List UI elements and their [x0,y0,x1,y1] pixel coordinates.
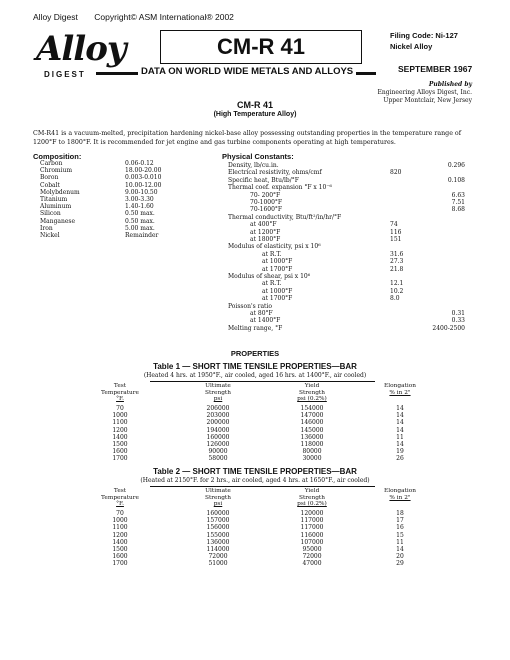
table-cell: 14 [396,426,404,434]
physical-property-label: at 1000°F [262,287,293,295]
table-cell: 1200 [112,531,128,539]
table-cell: 18 [396,510,404,517]
table-cell: 14 [396,419,404,427]
physical-property-label: at 1700°F [262,265,293,273]
alloy-category: Nickel Alloy [390,42,433,51]
element-percent: 0.50 max. [125,210,155,218]
intro-paragraph: CM-R41 is a vacuum-melted, precipitation hardening nickel-base alloy possessing outstanding properties in the temperature range of 1200°F to 1800°F. It is recommended for jet engine and gas turbine components operating at high temperatures. [33,130,462,146]
table-cell: 47000 [302,560,322,568]
table-cell: 114000 [206,546,230,553]
table-cell: 16 [396,524,404,532]
table-cell: 72000 [208,553,228,561]
element-name: Titanium [40,196,68,204]
element-percent: Remainder [125,232,159,240]
element-percent: 5.00 max. [125,224,155,232]
table-cell: 147000 [300,412,324,420]
physical-property-label: at 80°F [250,310,273,317]
column-header-line: psi [213,396,223,402]
table-cell: 26 [396,455,404,463]
element-name: Boron [40,174,59,182]
table-cell: 29 [396,560,404,568]
column-header-line: Yield [304,383,320,389]
physical-property-label: Thermal coef. expansion °F x 10⁻⁶ [228,184,332,192]
table-cell: 1400 [112,433,128,441]
column-header [80,488,160,508]
physical-property-label: Melting range, °F [228,324,283,332]
composition-row [40,232,161,239]
table-cell: 126000 [206,441,230,448]
table-cell: 1100 [112,524,128,532]
table-cell: 203000 [206,412,230,420]
published-by: Published by [428,81,472,88]
element-name: Cobalt [40,181,60,189]
publisher-name: Engineering Alloys Digest, Inc. [377,89,472,96]
table-cell: 58000 [208,455,228,463]
composition-row [40,167,161,174]
element-name: Silicon [40,210,61,218]
filing-info [390,30,458,52]
column-header-line: Temperature [101,494,139,501]
column-header [360,383,440,396]
table-cell: 157000 [206,517,230,525]
table1-title: Table 1 — SHORT TIME TENSILE PROPERTIES—BAR [153,362,357,371]
physical-property-label: 70- 200°F [250,191,281,199]
physical-property-value: 7.51 [451,199,465,206]
column-header [178,383,258,403]
designation: CM-R 41 [216,34,305,59]
physical-property-value: 0.296 [447,162,465,169]
table-cell: 1400 [112,538,128,546]
element-percent: 9.00-10.50 [125,188,158,196]
table-cell: 107000 [300,538,324,546]
table-cell: 1600 [112,448,128,456]
table-cell: 14 [396,441,404,448]
table-cell: 160000 [206,510,230,517]
column-header [178,488,258,508]
element-name: Manganese [40,217,76,225]
table-cell: 117000 [300,517,324,525]
table-cell: 1500 [112,441,128,448]
physical-property-label: Density, lb/cu.in. [228,162,279,169]
issue-date: SEPTEMBER 1967 [398,64,473,74]
physical-property-value: 0.108 [447,176,465,184]
composition-row [40,225,161,232]
source-label: Alloy Digest [33,12,78,22]
table-cell: 136000 [206,538,230,546]
column-header-line: Ultimate [205,488,231,494]
column-header-line: % in 2" [389,389,411,396]
physical-property-value: 151 [390,236,402,243]
element-name: Carbon [40,160,63,167]
composition-row [40,160,161,167]
table-cell: 136000 [300,433,324,441]
publisher-location: Upper Montclair, New Jersey [383,97,472,104]
composition-table [40,160,161,239]
table-cell: 30000 [302,455,322,463]
logo-word: Alloy [36,29,126,69]
composition-row [40,182,161,189]
physical-property-value: 116 [390,228,402,236]
element-percent: 0.50 max. [125,217,155,225]
physical-property-label: at 1800°F [250,236,281,243]
copyright-label: Copyright© ASM International® 2002 [94,12,234,22]
logo-sub: DIGEST [44,70,86,79]
table-cell: 95000 [302,546,322,553]
element-name: Aluminum [40,203,72,211]
physical-property-label: Electrical resistivity, ohms/cmf [228,169,322,177]
physical-property-label: Specific heat, Btu/lb/°F [228,176,299,184]
column-header-line: psi [213,501,223,507]
physical-property-label: Modulus of elasticity, psi x 10⁶ [228,243,321,251]
table-cell: 120000 [300,510,324,517]
physical-property-value: 27.3 [390,258,404,266]
table-cell: 17 [396,517,404,525]
table-cell: 1500 [112,546,128,553]
physical-property-label: at 1700°F [262,295,293,303]
element-percent: 1.40-1.60 [125,203,154,211]
properties-heading: PROPERTIES [230,349,280,358]
element-percent: 0.003-0.010 [125,174,162,182]
table-cell: 70 [116,405,124,412]
table-cell: 1600 [112,553,128,561]
document-title: CM-R 41 [236,100,273,110]
table1-subtitle: (Heated 4 hrs. at 1950°F., air cooled, aged 16 hrs. at 1400°F., air cooled) [143,372,367,379]
composition-row [40,189,161,196]
column-header-line: Yield [304,488,320,494]
physical-property-label: at 1200°F [250,228,281,236]
element-percent: 10.00-12.00 [125,181,162,189]
physical-property-value: 8.68 [451,206,465,214]
alloy-digest-logo [36,29,126,84]
column-header-line: Strength [298,389,325,396]
column-header-line: % in 2" [389,494,411,501]
element-name: Iron [40,224,53,232]
element-percent: 3.00-3.30 [125,196,154,204]
table-cell: 15 [396,531,404,539]
table-cell: 14 [396,405,404,412]
table-cell: 72000 [302,553,322,561]
table-cell: 1000 [112,412,128,420]
physical-property-value: 0.33 [451,317,465,325]
table-cell: 200000 [206,419,230,427]
physical-constants-heading: Physical Constants: [222,152,294,161]
composition-row [40,218,161,225]
element-percent: 0.06-0.12 [125,160,154,167]
physical-property-label: at 400°F [250,221,277,229]
physical-property-label: 70-1600°F [250,206,283,214]
column-header-line: psi (0.2%) [297,501,327,507]
physical-property-value: 74 [390,221,398,229]
table-cell: 206000 [206,405,230,412]
composition-row [40,203,161,210]
composition-heading: Composition: [33,152,82,161]
column-header-line: °F. [116,501,124,507]
table-cell: 51000 [208,560,228,568]
column-header-line: Ultimate [205,383,231,389]
column-header [272,383,352,403]
table-cell: 145000 [300,426,324,434]
physical-property-value: 10.2 [390,287,404,295]
element-name: Molybdenum [40,188,80,196]
physical-property-value: 2400-2500 [432,324,465,332]
physical-property-label: Modulus of shear, psi x 10⁶ [228,273,311,280]
table-cell: 1100 [112,419,128,427]
column-header [80,383,160,403]
column-header-line: Strength [298,494,325,501]
physical-property-value: 820 [390,169,402,177]
table-cell: 20 [396,553,404,561]
table-cell: 194000 [206,426,230,434]
column-header-line: Elongation [384,383,416,389]
composition-row [40,196,161,203]
table-cell: 118000 [300,441,324,448]
column-header-line: Strength [204,494,231,501]
table-cell: 1200 [112,426,128,434]
physical-property-value: 0.31 [451,310,465,317]
physical-property-label: at R.T. [262,280,282,288]
physical-property-value: 21.8 [390,265,404,273]
designation-box [160,30,362,64]
table-cell: 19 [396,448,404,456]
physical-property-label: at R.T. [262,250,282,258]
column-header-line: Elongation [384,488,416,494]
table1-rule [150,381,375,382]
element-percent: 18.00-20.00 [125,167,162,175]
column-header [272,488,352,508]
table-cell: 70 [116,510,124,517]
column-header [360,488,440,501]
table-cell: 11 [396,538,404,546]
composition-row [40,174,161,181]
physical-property-label: at 1000°F [262,258,293,266]
table-cell: 116000 [300,531,324,539]
table-cell: 1700 [112,455,128,463]
composition-row [40,210,161,217]
table-cell: 14 [396,546,404,553]
table-cell: 14 [396,412,404,420]
physical-property-value: 31.6 [390,250,404,258]
physical-property-label: 70-1000°F [250,199,283,206]
table-cell: 11 [396,433,404,441]
table-cell: 154000 [300,405,324,412]
document-subtitle: (High Temperature Alloy) [213,111,297,118]
column-header-line: Test [113,488,127,494]
table-cell: 80000 [302,448,322,456]
physical-property-label: Thermal conductivity, Btu/ft²/in/hr/°F [228,213,342,221]
column-header-line: Strength [204,389,231,396]
table-cell: 1000 [112,517,128,525]
tagline: DATA ON WORLD WIDE METALS AND ALLOYS [138,66,356,77]
physical-property-label: Poisson's ratio [228,302,272,310]
physical-property-value: 6.63 [451,191,465,199]
table2-title: Table 2 — SHORT TIME TENSILE PROPERTIES—BAR [153,467,357,476]
table-cell: 146000 [300,419,324,427]
column-header-line: °F. [116,396,124,402]
column-header-line: Temperature [101,389,139,396]
element-name: Nickel [40,232,60,240]
table-cell: 160000 [206,433,230,441]
table-cell: 90000 [208,448,228,456]
table-cell: 1700 [112,560,128,568]
physical-property-value: 12.1 [390,280,404,288]
table-cell: 156000 [206,524,230,532]
column-header-line: Test [113,383,127,389]
table-cell: 155000 [206,531,230,539]
top-banner [33,12,248,22]
table2-rule [150,486,375,487]
physical-property-value: 8.0 [390,295,400,303]
physical-property-label: at 1400°F [250,317,281,325]
filing-code: Filing Code: Ni-127 [390,31,458,40]
table2-subtitle: (Heated at 2150°F. for 2 hrs., air cooled, aged 4 hrs. at 1650°F., air cooled) [140,477,370,484]
element-name: Chromium [40,167,73,175]
column-header-line: psi (0.2%) [297,396,327,402]
table-cell: 117000 [300,524,324,532]
